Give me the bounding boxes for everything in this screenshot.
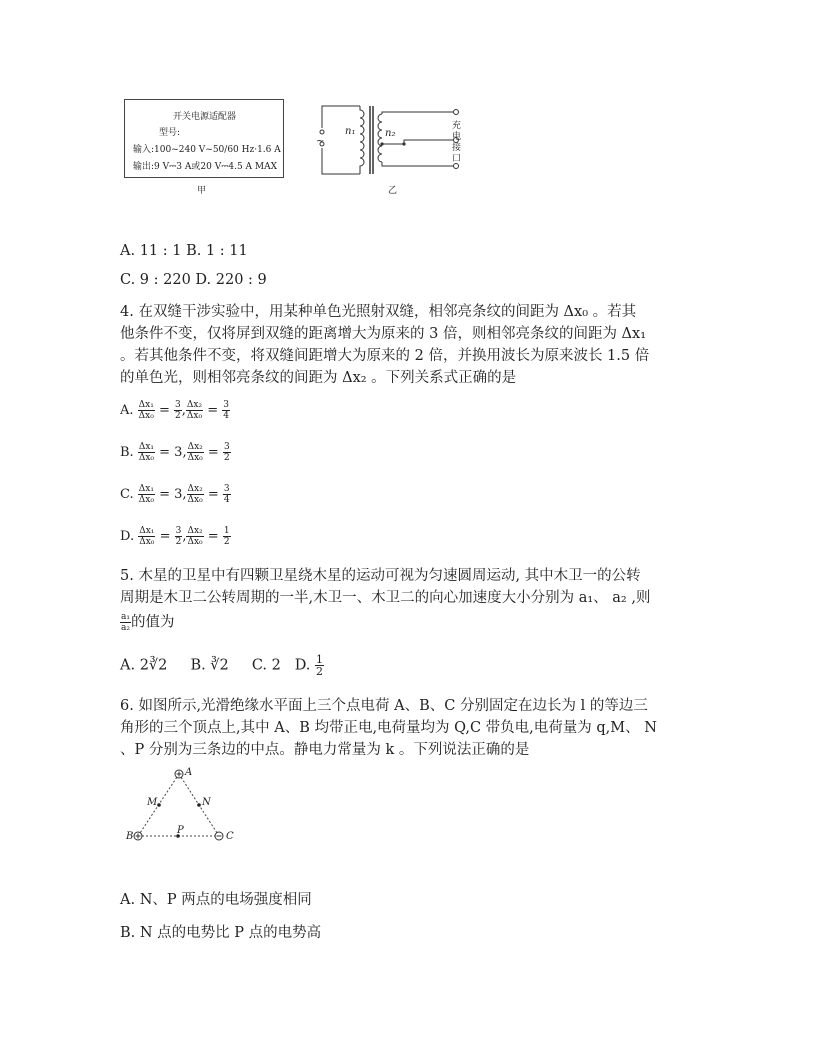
q6-text-line-3: 、P 分别为三条边的中点。静电力常量为 k 。下列说法正确的是: [120, 742, 530, 758]
figure-caption-yi: 乙: [388, 186, 398, 196]
q5-options: [120, 654, 324, 677]
transformer-diagram: [316, 96, 466, 182]
adapter-title: 开关电源适配器: [173, 112, 237, 122]
transformer-n1-label: n₁: [345, 126, 356, 137]
q5-ratio: [120, 612, 131, 633]
q4-option-letter: C.: [120, 487, 134, 502]
label-a: A: [185, 767, 193, 778]
value-numerator: 3: [175, 400, 181, 410]
q4-value-2: [223, 526, 231, 547]
q5-text-line-1: 5. 木星的卫星中有四颗卫星绕木星的运动可视为匀速圆周运动, 其中木卫一的公转: [120, 568, 641, 584]
q4-eq-2: =: [207, 445, 223, 460]
q6-option-b: B. N 点的电势比 P 点的电势高: [120, 925, 322, 941]
q4-ratio-1: [138, 400, 155, 421]
adapter-output: 输出:9 V⎓3 A或20 V⎓4.5 A MAX: [133, 162, 278, 172]
q6-text-line-1: 6. 如图所示,光滑绝缘水平面上三个点电荷 A、B、C 分别固定在边长为 l 的等边三: [120, 698, 648, 714]
value-denominator: 2: [223, 537, 230, 547]
midpoint-m: [157, 803, 161, 807]
adapter-model: 型号:: [159, 128, 181, 138]
transformer-n2-label: n₂: [385, 128, 396, 139]
ratio-denominator: Δx₀: [139, 537, 155, 547]
ratio-numerator: Δx₁: [138, 484, 154, 494]
q5-option-c: C. 2: [251, 657, 281, 674]
ratio-numerator: a₁: [121, 612, 130, 622]
label-b: B: [126, 831, 134, 842]
q4-value-2: [223, 484, 231, 505]
q5-option-d-fraction: [315, 654, 324, 677]
ratio-denominator: Δx₀: [138, 495, 154, 505]
figure-caption-jia: 甲: [197, 186, 207, 196]
value-denominator: 4: [223, 495, 230, 505]
q4-option-c: [120, 484, 231, 505]
ratio-numerator: Δx₂: [186, 400, 203, 410]
label-p: P: [177, 825, 184, 836]
q4-eq-1: = 3,: [159, 445, 187, 460]
ratio-denominator: a₂: [121, 623, 130, 633]
q4-text-line-4: 的单色光，则相邻亮条纹的间距为 Δx₂ 。下列关系式正确的是: [120, 370, 517, 386]
q5-option-d: D.: [294, 657, 311, 674]
fraction-numerator: 1: [316, 653, 324, 666]
value-numerator: 3: [223, 484, 230, 494]
q6-text-line-2: 角形的三个顶点上,其中 A、B 均带正电,电荷量均为 Q,C 带负电,电荷量为 q,M、 N: [120, 720, 657, 736]
adapter-input: 输入:100~240 V~50/60 Hz·1.6 A: [133, 145, 281, 155]
ratio-numerator: Δx₂: [187, 526, 203, 536]
q4-eq-1: =: [159, 403, 175, 418]
ratio-denominator: Δx₀: [138, 411, 154, 421]
q4-text-line-3: 。若其他条件不变，将双缝间距增大为原来的 2 倍，并换用波长为原来波长 1.5 倍: [120, 348, 650, 364]
q4-option-letter: A.: [120, 403, 134, 418]
value-denominator: 4: [223, 411, 229, 421]
label-m: M: [147, 797, 158, 808]
q5-option-a: A. 2∛2: [120, 657, 168, 674]
value-numerator: 3: [223, 400, 229, 410]
q5-text-line-3: [120, 612, 174, 633]
q4-value-1: [175, 526, 183, 547]
q4-eq-2: =: [207, 403, 223, 418]
value-denominator: 2: [175, 537, 182, 547]
fraction-denominator: 2: [316, 665, 324, 678]
q4-eq-1: = 3,: [159, 487, 187, 502]
q4-ratio-2: [187, 442, 204, 463]
ratio-numerator: Δx₂: [187, 442, 203, 452]
q4-eq-2: =: [207, 487, 223, 502]
value-numerator: 3: [175, 526, 182, 536]
q4-value-1: [174, 400, 182, 421]
label-n: N: [202, 797, 211, 808]
q4-option-letter: B.: [120, 445, 134, 460]
q4-value-2: [222, 400, 230, 421]
q6-option-a: A. N、P 两点的电场强度相同: [120, 892, 312, 908]
label-c: C: [226, 831, 234, 842]
ratio-denominator: Δx₀: [187, 453, 203, 463]
q4-ratio-1: [138, 526, 155, 547]
ratio-numerator: Δx₁: [138, 442, 155, 452]
q4-ratio-2: [186, 400, 203, 421]
value-numerator: 1: [223, 526, 230, 536]
ratio-numerator: Δx₁: [138, 400, 154, 410]
charge-port-char-1: 充: [452, 121, 462, 131]
q4-eq-2: =: [207, 529, 223, 544]
q3-options-row-1: A. 11 : 1 B. 1 : 11: [120, 243, 248, 259]
q4-ratio-1: [138, 442, 155, 463]
q4-text-line-1: 4. 在双缝干涉实验中，用某种单色光照射双缝，相邻亮条纹的间距为 Δx₀ 。若其: [120, 304, 637, 320]
ratio-numerator: Δx₂: [187, 484, 203, 494]
q4-option-letter: D.: [120, 529, 135, 544]
q4-ratio-2: [186, 526, 203, 547]
ratio-denominator: Δx₀: [186, 411, 203, 421]
q3-options-row-2: C. 9 : 220 D. 220 : 9: [120, 272, 267, 288]
q4-value-2: [223, 442, 231, 463]
ratio-denominator: Δx₀: [187, 537, 203, 547]
charge-port-char-3: 接: [452, 143, 462, 153]
ratio-denominator: Δx₀: [187, 495, 203, 505]
charge-port-char-4: 口: [452, 154, 462, 164]
q4-text-line-2: 他条件不变，仅将屏到双缝的距离增大为原来的 3 倍，则相邻亮条纹的间距为 Δx₁: [120, 326, 647, 342]
ratio-numerator: Δx₁: [139, 526, 155, 536]
q4-option-b: [120, 442, 231, 463]
transformer-ac-symbol: ~: [316, 136, 325, 147]
ratio-denominator: Δx₀: [138, 453, 155, 463]
value-numerator: 3: [223, 442, 230, 452]
q5-text-tail: 的值为: [130, 614, 175, 631]
q5-option-b: B. ∛2: [190, 657, 229, 674]
q5-text-line-2: 周期是木卫二公转周期的一半,木卫一、木卫二的向心加速度大小分别为 a₁、 a₂ ,则: [120, 590, 651, 606]
adapter-label-box: [124, 99, 284, 178]
charge-port-char-2: 电: [452, 132, 462, 142]
q4-ratio-1: [138, 484, 155, 505]
q4-option-a: A. $\frac{\text{Δx₁}}{\text{Δx₀}}$ = $\frac{3}{2}$ , $\frac{\text{Δx₂}}{\text{Δx₀}}$ = $\frac{3}{4}$: [120, 400, 229, 421]
value-denominator: 2: [223, 453, 230, 463]
value-denominator: 2: [175, 411, 181, 421]
q4-option-d: D. $\frac{\text{Δx₁}}{\text{Δx₀}}$ = $\frac{3}{2}$ , $\frac{\text{Δx₂}}{\text{Δx₀}}$ = $\frac{1}{2}$: [120, 526, 230, 547]
midpoint-n: [197, 803, 201, 807]
q4-ratio-2: [187, 484, 204, 505]
q4-eq-1: =: [159, 529, 175, 544]
